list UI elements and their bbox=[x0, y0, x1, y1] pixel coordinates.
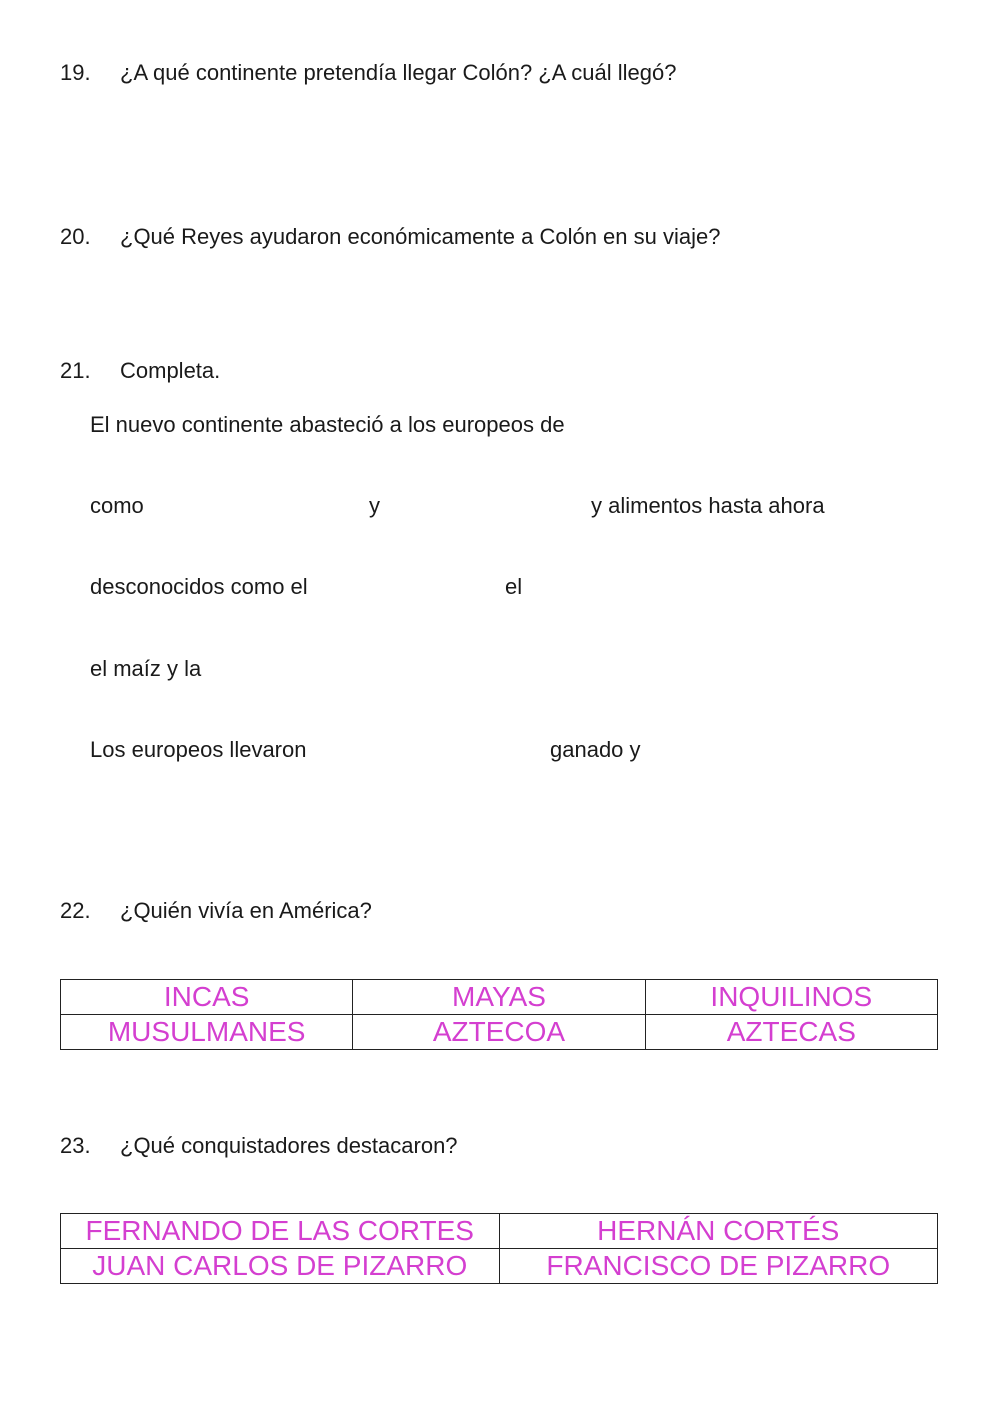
question-text: ¿Quién vivía en América? bbox=[120, 898, 372, 923]
blank-5[interactable] bbox=[215, 653, 435, 684]
table-row bbox=[61, 1249, 938, 1284]
question-21 bbox=[60, 358, 220, 384]
fill-text-llevaron: Los europeos llevaron bbox=[90, 737, 307, 762]
option-inquilinos[interactable]: INQUILINOS bbox=[645, 980, 937, 1015]
blank-3[interactable] bbox=[330, 571, 495, 602]
answer-area-20[interactable] bbox=[60, 270, 938, 341]
question-text: Completa. bbox=[120, 358, 221, 383]
question-23 bbox=[60, 1133, 458, 1159]
option-incas[interactable]: INCAS bbox=[61, 980, 353, 1015]
option-aztecoa[interactable]: AZTECOA bbox=[353, 1015, 645, 1050]
answer-area-19[interactable] bbox=[60, 110, 938, 201]
option-mayas[interactable]: MAYAS bbox=[353, 980, 645, 1015]
option-fernando-de-las-cortes[interactable]: FERNANDO DE LAS CORTES bbox=[61, 1214, 500, 1249]
question-text: ¿Qué Reyes ayudaron económicamente a Colón en su viaje? bbox=[120, 224, 721, 249]
question-20 bbox=[60, 224, 720, 250]
question-number: 22. bbox=[60, 898, 91, 923]
question-number: 21. bbox=[60, 358, 91, 383]
question-number: 23. bbox=[60, 1133, 91, 1158]
blank-6[interactable] bbox=[330, 734, 540, 765]
fill-text-el: el bbox=[505, 574, 523, 599]
fill-text-y: y bbox=[369, 493, 380, 518]
question-22 bbox=[60, 898, 372, 924]
option-hernan-cortes[interactable]: HERNÁN CORTÉS bbox=[499, 1214, 938, 1249]
blank-2[interactable] bbox=[390, 490, 580, 521]
fill-text-como: como bbox=[90, 493, 144, 518]
fill-text-maiz: el maíz y la bbox=[90, 656, 202, 681]
question-text: ¿A qué continente pretendía llegar Colón? ¿A cuál llegó? bbox=[120, 60, 677, 85]
question-number: 20. bbox=[60, 224, 91, 249]
fill-text-alimentos: y alimentos hasta ahora bbox=[591, 493, 825, 518]
option-francisco-de-pizarro[interactable]: FRANCISCO DE PIZARRO bbox=[499, 1249, 938, 1284]
option-juan-carlos-de-pizarro[interactable]: JUAN CARLOS DE PIZARRO bbox=[61, 1249, 500, 1284]
fill-text-line-1: El nuevo continente abasteció a los europeos de bbox=[90, 412, 565, 437]
question-19 bbox=[60, 60, 677, 86]
options-table-22 bbox=[60, 979, 938, 1050]
fill-text-desconocidos: desconocidos como el bbox=[90, 574, 308, 599]
table-row bbox=[61, 980, 938, 1015]
blank-1[interactable] bbox=[150, 490, 360, 521]
fill-text-ganado: ganado y bbox=[550, 737, 641, 762]
options-table-23 bbox=[60, 1213, 938, 1284]
table-row bbox=[61, 1214, 938, 1249]
table-row bbox=[61, 1015, 938, 1050]
option-aztecas[interactable]: AZTECAS bbox=[645, 1015, 937, 1050]
option-musulmanes[interactable]: MUSULMANES bbox=[61, 1015, 353, 1050]
question-text: ¿Qué conquistadores destacaron? bbox=[120, 1133, 458, 1158]
blank-7[interactable] bbox=[655, 734, 875, 765]
blank-4[interactable] bbox=[530, 571, 730, 602]
question-number: 19. bbox=[60, 60, 91, 85]
